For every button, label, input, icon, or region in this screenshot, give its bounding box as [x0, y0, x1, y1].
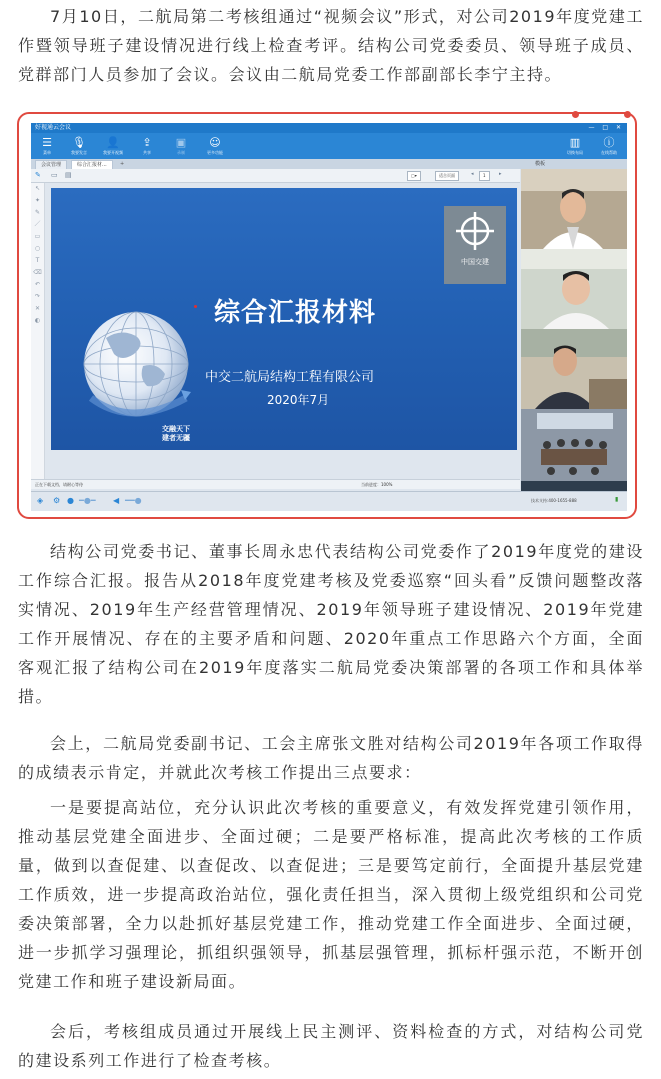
record-icon: ▣ — [175, 136, 187, 149]
frame-dot-right — [624, 111, 631, 118]
view-mode-select[interactable]: ▢▾ — [407, 171, 421, 181]
eraser-icon[interactable]: ⌫ — [33, 269, 42, 276]
participant-video-column — [521, 169, 627, 491]
camera-person-icon: 👤 — [106, 136, 120, 149]
speaker-icon[interactable]: ◀ — [113, 496, 120, 505]
record-button[interactable]: ▣ 录制 — [169, 136, 193, 156]
slide-title: 综合汇报材料 — [214, 298, 377, 328]
mic-volume-slider[interactable]: ━●━ — [79, 496, 96, 505]
color-icon[interactable]: ◐ — [34, 317, 41, 324]
menu-button[interactable]: ☰ 菜单 — [35, 136, 59, 156]
mic-icon[interactable]: ● — [67, 496, 74, 505]
clear-icon[interactable]: ✕ — [34, 305, 41, 312]
add-tab-button[interactable]: + — [120, 161, 125, 167]
zoom-select[interactable]: 适合页面 — [435, 171, 459, 181]
share-button[interactable]: ⇪ 共享 — [135, 136, 159, 156]
status-loading-text: 正在下载文档，请耐心等待 — [35, 482, 83, 487]
template-label[interactable]: 模板 — [535, 161, 546, 167]
tab-meeting-management[interactable]: 会议管理 — [35, 160, 67, 169]
paragraph-requirements: 一是要提高站位，充分认识此次考核的重要意义，有效发挥党建引领作用，推动基层党建全面进步、全面过硬；二是要严格标准，提高此次考核的工作质量，做到以查促建、以查促改、以查促进；三是要笃定前行，全面提升基层党建工作质效，进一步提高政治站位，强化责任担当，深入贯彻上级党组织和公司党委决策部署，全力以赴抓好基层党建工作，推动党建工作全面进步、全面过硬，进一步抓学习强理论，抓组织强领导，抓基层强管理，抓标杆强示范，不断开创党建工作和班子建设新局面。 — [18, 798, 644, 991]
settings-icon[interactable]: ⚙ — [53, 496, 61, 505]
document-statusbar — [31, 479, 520, 489]
pencil-icon[interactable]: ✎ — [34, 209, 41, 216]
prev-page-icon[interactable]: ◂ — [471, 171, 474, 177]
rectangle-icon[interactable]: ▭ — [34, 233, 41, 240]
participant-video-3[interactable] — [521, 329, 627, 409]
app-toolbar — [31, 133, 627, 159]
tab-bar — [31, 159, 627, 169]
open-file-icon[interactable]: ▭ — [51, 171, 58, 179]
window-title: 好视通云会议 — [35, 124, 72, 131]
microphone-icon: 🎙 — [72, 136, 86, 149]
menu-icon: ☰ — [42, 136, 52, 149]
participant-video-2[interactable] — [521, 249, 627, 329]
participant-video-4[interactable] — [521, 409, 627, 481]
video-conference-app — [31, 123, 627, 511]
pen-icon[interactable]: ✎ — [35, 171, 41, 179]
document-toolbar — [31, 169, 520, 183]
undo-icon[interactable]: ↶ — [34, 281, 41, 288]
window-controls[interactable]: — □ ✕ — [588, 124, 624, 131]
more-button[interactable]: ☺ 更多功能 — [203, 136, 227, 156]
tab-report-document[interactable]: 综合汇报材... — [71, 160, 113, 169]
next-page-icon[interactable]: ▸ — [499, 171, 502, 177]
main-area — [31, 169, 627, 491]
redo-icon[interactable]: ↷ — [34, 293, 41, 300]
company-logo: 中国交建 — [444, 206, 506, 284]
cursor-icon[interactable]: ↖ — [34, 185, 41, 192]
logo-icon: ◈ — [37, 496, 44, 505]
pointer-dot — [194, 305, 197, 308]
speaker-volume-slider[interactable]: ━━● — [125, 496, 142, 505]
slide-date: 2020年7月 — [267, 393, 330, 407]
text-icon[interactable]: T — [35, 257, 40, 264]
layout-icon: ▥ — [569, 136, 581, 149]
share-icon: ⇪ — [142, 136, 152, 149]
paragraph-conclusion: 会后，考核组成员通过开展线上民主测评、资料检查的方式，对结构公司党的建设系列工作进行了检查考核。 — [18, 1022, 644, 1070]
presentation-slide — [51, 188, 517, 450]
bottom-bar — [31, 491, 627, 511]
participant-video-1[interactable] — [521, 169, 627, 249]
help-button[interactable]: ⓘ 在线帮助 — [597, 136, 621, 156]
paragraph-report: 结构公司党委书记、董事长周永忠代表结构公司党委作了2019年度党的建设工作综合汇报。报告从2018年度党建考核及党委巡察“回头看”反馈问题整改落实情况、2019年生产经营管理情况、2019年领导班子建设情况、2019年党建工作开展情况、存在的主要矛盾和问题、2020年重点工作思路六个方面，全面客观汇报了结构公司在2019年度落实二航局党委决策部署的各项工作和具体举措。 — [18, 542, 644, 706]
screenshot-frame — [17, 112, 637, 519]
more-icon: ☺ — [209, 136, 221, 149]
slide-company: 中交二航局结构工程有限公司 — [205, 370, 375, 385]
tech-support-text: 技术支持:400-1655-888 — [531, 498, 577, 503]
line-icon[interactable]: ／ — [34, 221, 41, 228]
laser-icon[interactable]: ✦ — [34, 197, 41, 204]
paragraph-intro: 7月10日，二航局第二考核组通过“视频会议”形式，对公司2019年度党建工作暨领导班子建设情况进行线上检查考评。结构公司党委委员、领导班子成员、党群部门人员参加了会议。会议由二航局党委工作部副部长李宁主持。 — [18, 7, 644, 84]
page-input[interactable]: 1 — [479, 171, 490, 181]
layout-button[interactable]: ▥ 切换布局 — [563, 136, 587, 156]
audio-button[interactable]: 🎙 我要发言 — [67, 136, 91, 156]
video-button[interactable]: 👤 我要开视频 — [103, 136, 123, 155]
app-titlebar — [31, 123, 627, 133]
signal-icon: ▮ — [615, 496, 619, 503]
status-progress-text: 当前进度：100% — [361, 482, 393, 487]
annotation-tools — [31, 183, 45, 479]
paragraph-meeting: 会上，二航局党委副书记、工会主席张文胜对结构公司2019年各项工作取得的成绩表示肯定，并就此次考核工作提出三点要求： — [18, 734, 644, 782]
save-icon[interactable]: ▤ — [65, 171, 72, 179]
logo-emblem — [444, 208, 506, 258]
help-icon: ⓘ — [603, 136, 615, 149]
frame-dot-left — [572, 111, 579, 118]
slide-slogan: 交融天下 建者无疆 — [162, 425, 190, 442]
ellipse-icon[interactable]: ○ — [34, 245, 41, 252]
